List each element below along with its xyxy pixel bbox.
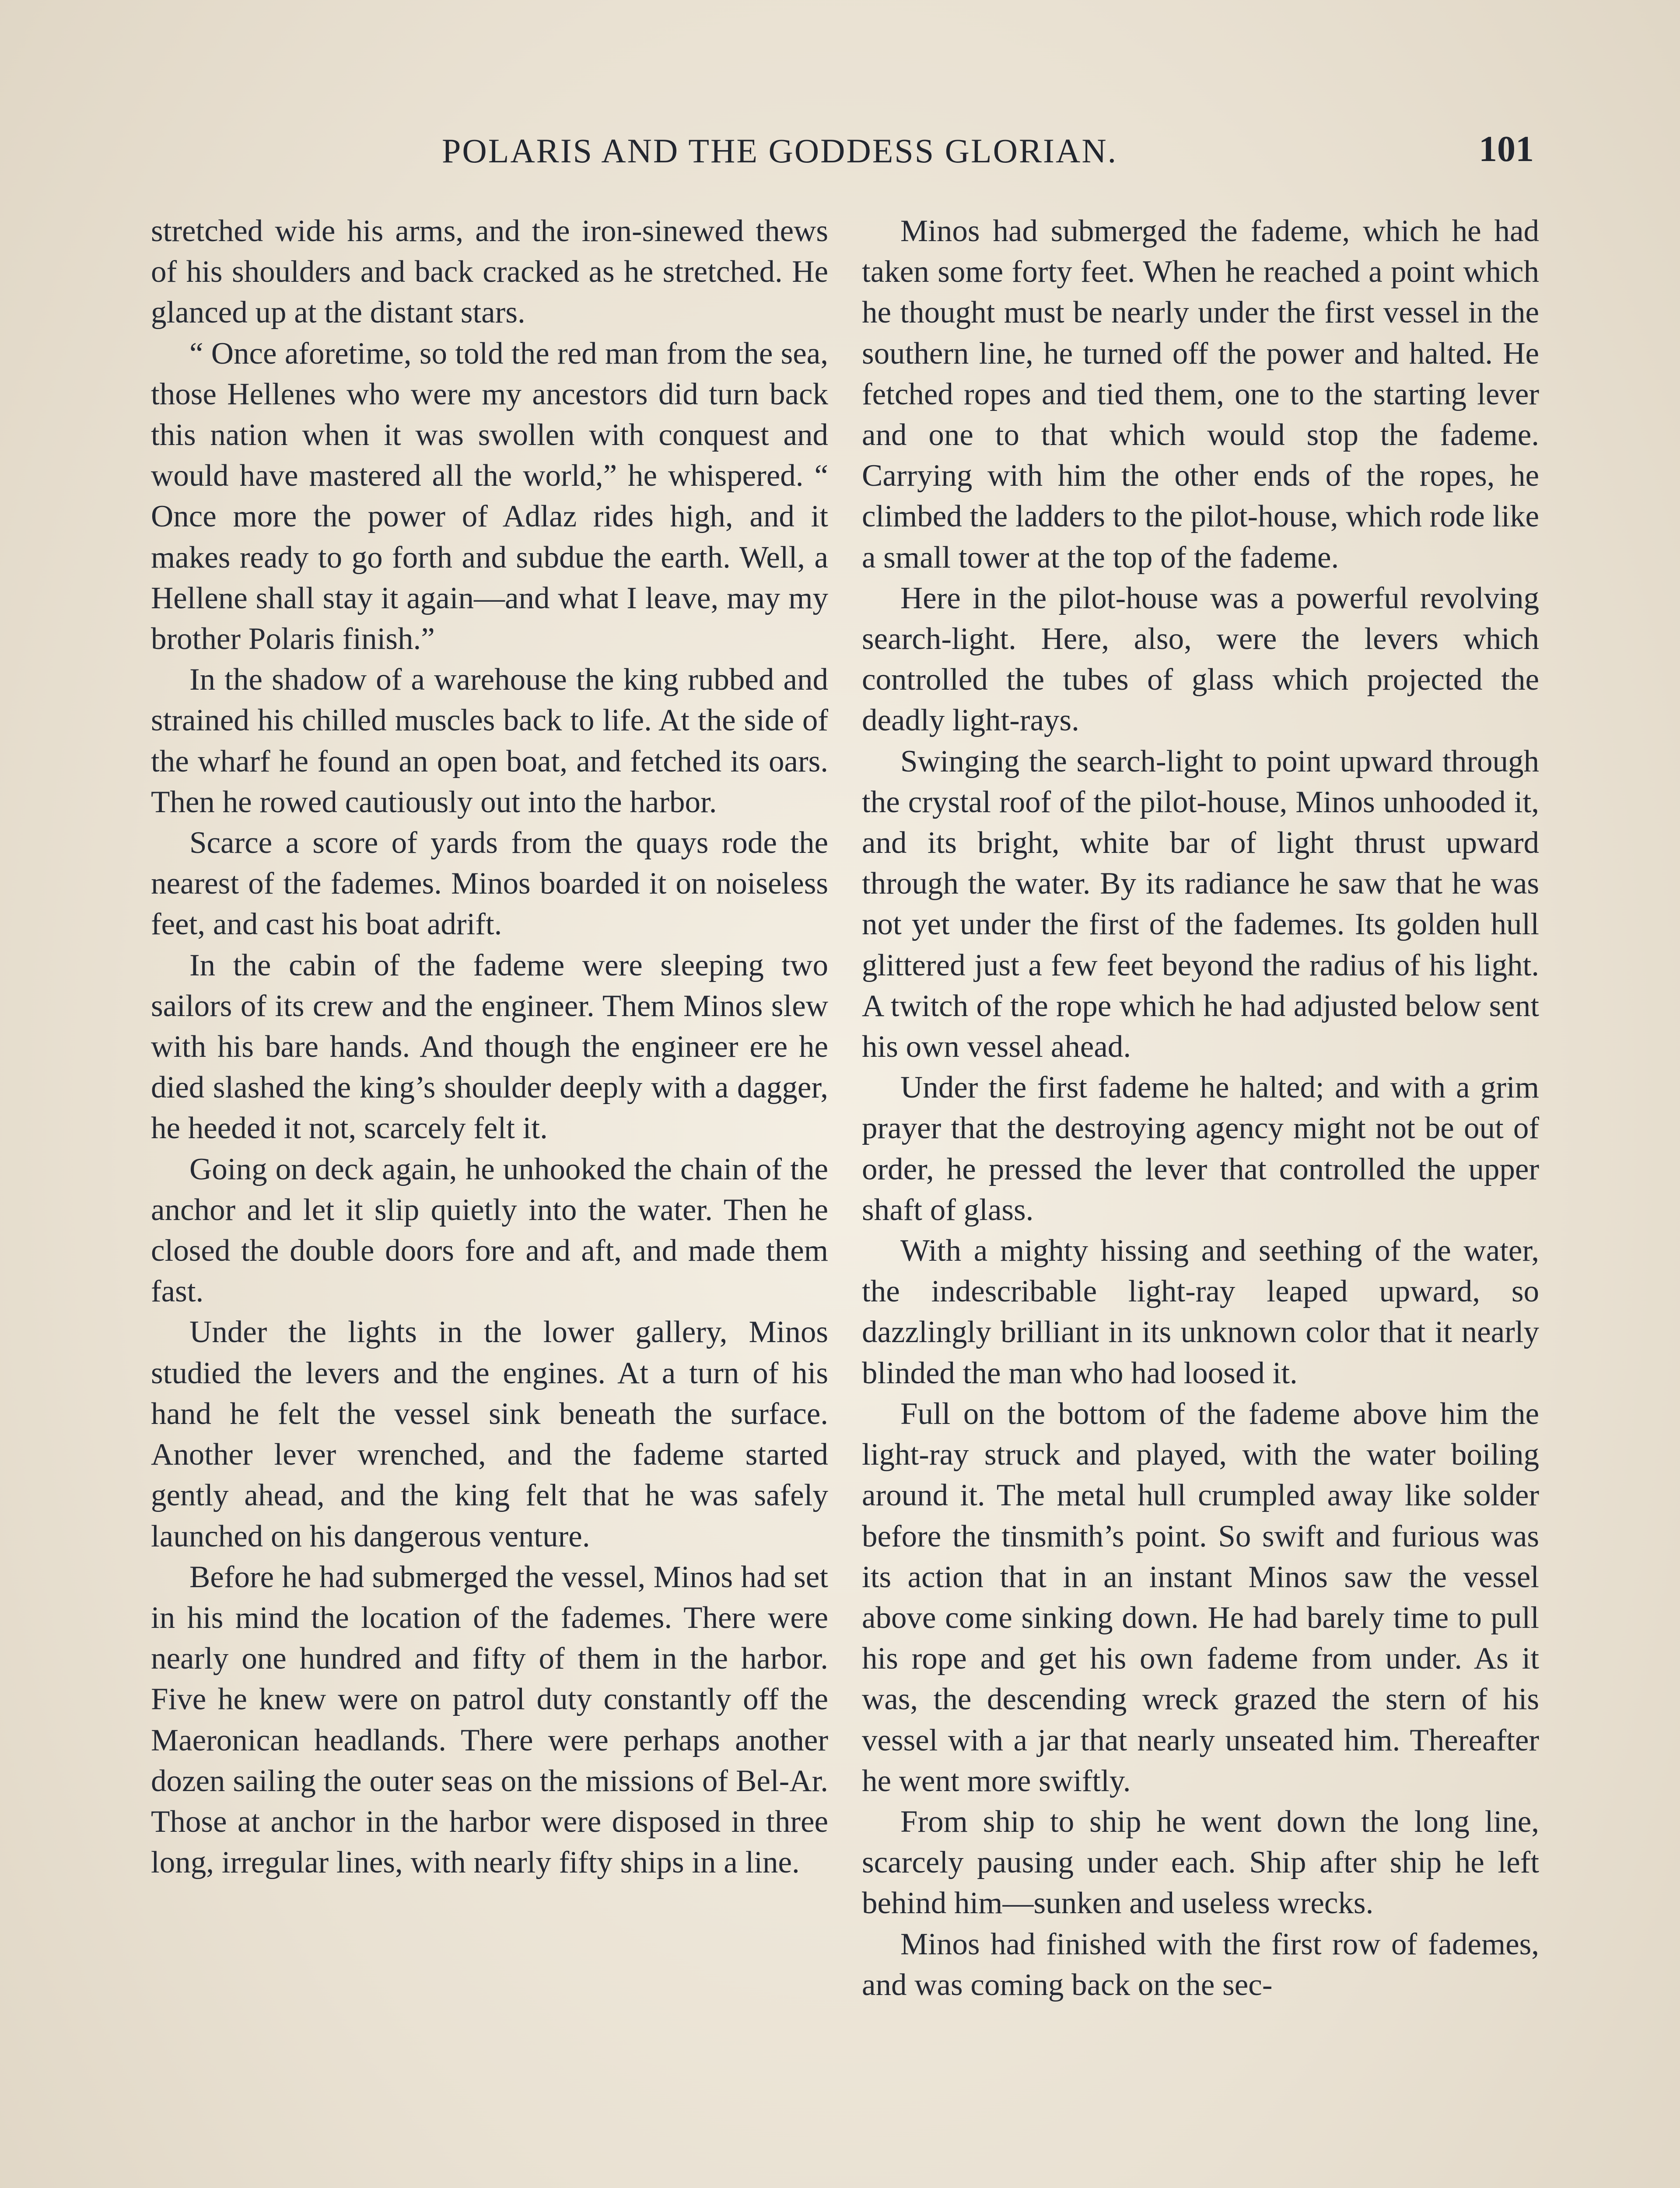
paragraph: Under the first fademe he halted; and with a grim prayer that the destroying agency might not be out of order, he pressed the lever that controlled the upper shaft of glass. [862, 1070, 1539, 1227]
paragraph: Full on the bottom of the fademe above him the light-ray struck and played, with the water boiling around it. The metal hull crumpled away like solder before the tinsmith’s point. So swift and furious was its action that in an instant Minos saw the vessel above come sinking down. He had barely time to pull his rope and get his own fademe from under. As it was, the descending wreck grazed the stern of his vessel with a jar that nearly unseated him. Thereafter he went more swiftly. [862, 1396, 1539, 1798]
right-column [862, 211, 1539, 2006]
page-number: 101 [1479, 129, 1534, 169]
paragraph: With a mighty hissing and seething of the water, the indescribable light-ray leaped upward, so dazzlingly brilliant in its unknown color that it nearly blinded the man who had loosed it. [862, 1234, 1539, 1390]
paragraph: Scarce a score of yards from the quays rode the nearest of the fademes. Minos boarded it on noiseless feet, and cast his boat adrift. [151, 826, 828, 942]
paragraph: Minos had finished with the first row of fademes, and was coming back on the sec- [862, 1927, 1539, 2002]
left-column [151, 211, 828, 1883]
paragraph: In the shadow of a warehouse the king rubbed and strained his chilled muscles back to life. At the side of the wharf he found an open boat, and fetched its oars. Then he rowed cautiously out into the harbor. [151, 663, 828, 819]
paragraph: Before he had submerged the vessel, Minos had set in his mind the location of the fademes. There were nearly one hundred and fifty of them in the harbor. Five he knew were on patrol duty constantly off the Maeronican headlands. There were perhaps another dozen sailing the outer seas on the missions of Bel-Ar. Those at anchor in the harbor were disposed in three long, irregular lines, with nearly fifty ships in a line. [151, 1560, 828, 1880]
paragraph: Here in the pilot-house was a powerful revolving search-light. Here, also, were the levers which controlled the tubes of glass which projected the deadly light-rays. [862, 581, 1539, 738]
paragraph: From ship to ship he went down the long line, scarcely pausing under each. Ship after ship he left behind him—sunken and useless wrecks. [862, 1804, 1539, 1921]
paragraph: Under the lights in the lower gallery, Minos studied the levers and the engines. At a turn of his hand he felt the vessel sink beneath the surface. Another lever wrenched, and the fademe started gently ahead, and the king felt that he was safely launched on his dangerous venture. [151, 1315, 828, 1553]
paragraph: In the cabin of the fademe were sleeping two sailors of its crew and the engineer. Them Minos slew with his bare hands. And though the engineer ere he died slashed the king’s shoulder deeply with a dagger, he heeded it not, scarcely felt it. [151, 948, 828, 1146]
paragraph: Minos had submerged the fademe, which he had taken some forty feet. When he reached a point which he thought must be nearly under the first vessel in the southern line, he turned off the power and halted. He fetched ropes and tied them, one to the starting lever and one to that which would stop the fademe. Carrying with him the other ends of the ropes, he climbed the ladders to the pilot-house, which rode like a small tower at the top of the fademe. [862, 214, 1539, 575]
paragraph: “ Once aforetime, so told the red man from the sea, those Hellenes who were my ancestors did turn back this nation when it was swollen with conquest and would have mastered all the world,” he whispered. “ Once more the power of Adlaz rides high, and it makes ready to go forth and subdue the earth. Well, a Hellene shall stay it again—and what I leave, may my brother Polaris finish.” [151, 336, 828, 656]
paragraph: Going on deck again, he unhooked the chain of the anchor and let it slip quietly into the water. Then he closed the double doors fore and aft, and made them fast. [151, 1152, 828, 1309]
paragraph: stretched wide his arms, and the iron-sinewed thews of his shoulders and back cracked as he stretched. He glanced up at the distant stars. [151, 214, 828, 330]
paragraph: Swinging the search-light to point upward through the crystal roof of the pilot-house, Minos unhooded it, and its bright, white bar of light thrust upward through the water. By its radiance he saw that he was not yet under the first of the fademes. Its golden hull glittered just a few feet beyond the radius of his light. A twitch of the rope which he had adjusted below sent his own vessel ahead. [862, 744, 1539, 1064]
running-head: POLARIS AND THE GODDESS GLORIAN. [442, 132, 1118, 170]
